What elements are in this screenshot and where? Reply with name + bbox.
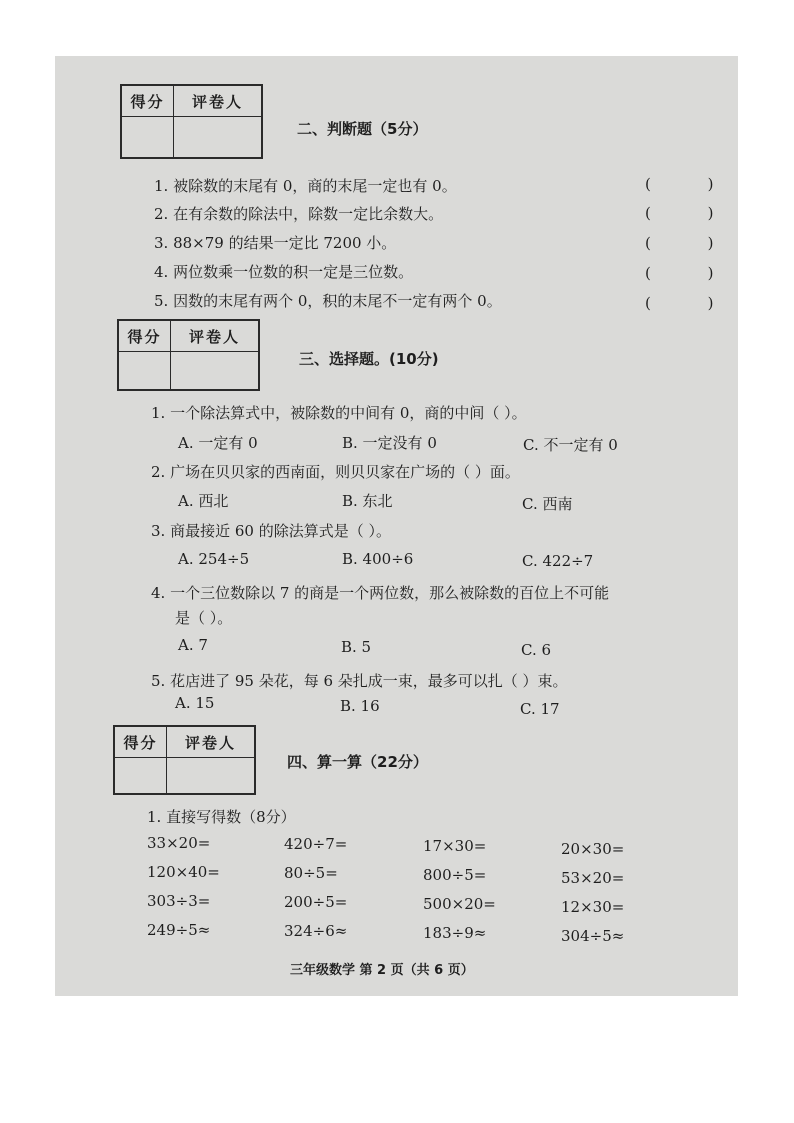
calc-r1-c3: 17×30= xyxy=(423,837,487,855)
calc-r1-c4: 20×30= xyxy=(561,840,625,858)
calc-r2-c1: 120×40= xyxy=(147,863,220,881)
score-box-section-4 xyxy=(113,725,256,795)
choice-question-4: 4. 一个三位数除以 7 的商是一个两位数，那么被除数的百位上不可能 xyxy=(151,584,610,602)
q2-option-c[interactable]: C. 西南 xyxy=(522,495,573,513)
choice-question-3: 3. 商最接近 60 的除法算式是（ ）。 xyxy=(151,522,391,540)
q2-option-b[interactable]: B. 东北 xyxy=(342,492,393,510)
calc-r2-c3: 800÷5= xyxy=(423,866,487,884)
score-label: 得分 xyxy=(122,86,174,117)
judge-item-5: 5. 因数的末尾有两个 0，积的末尾不一定有两个 0。 xyxy=(154,292,502,310)
page-footer: 三年级数学 第 2 页（共 6 页） xyxy=(290,963,474,978)
calc-r1-c1: 33×20= xyxy=(147,834,211,852)
q3-option-b[interactable]: B. 400÷6 xyxy=(342,550,414,568)
score-box-section-3 xyxy=(117,319,260,391)
section-4-subtitle: 1. 直接写得数（8分） xyxy=(147,808,296,826)
judge-item-2: 2. 在有余数的除法中，除数一定比余数大。 xyxy=(154,205,444,223)
judge-item-4: 4. 两位数乘一位数的积一定是三位数。 xyxy=(154,263,414,281)
section-3-title: 三、选择题。(10分) xyxy=(299,350,439,368)
q2-option-a[interactable]: A. 西北 xyxy=(178,492,229,510)
score-cell[interactable] xyxy=(119,352,171,389)
choice-question-2: 2. 广场在贝贝家的西南面，则贝贝家在广场的（ ）面。 xyxy=(151,463,520,481)
answer-paren-3[interactable]: ( ) xyxy=(645,234,740,252)
q4-option-c[interactable]: C. 6 xyxy=(521,641,552,659)
grader-label: 评卷人 xyxy=(171,321,258,352)
q5-option-c[interactable]: C. 17 xyxy=(520,700,560,718)
score-cell[interactable] xyxy=(115,758,167,793)
section-4-title: 四、算一算（22分） xyxy=(287,753,428,771)
q5-option-a[interactable]: A. 15 xyxy=(175,694,215,712)
score-box-section-2 xyxy=(120,84,263,159)
grader-cell[interactable] xyxy=(171,352,258,389)
choice-question-5: 5. 花店进了 95 朵花，每 6 朵扎成一束，最多可以扎（ ）束。 xyxy=(151,672,568,690)
q4-option-b[interactable]: B. 5 xyxy=(341,638,372,656)
calc-r4-c1: 249÷5≈ xyxy=(147,921,211,939)
q3-option-a[interactable]: A. 254÷5 xyxy=(178,550,250,568)
grader-cell[interactable] xyxy=(167,758,254,793)
answer-paren-2[interactable]: ( ) xyxy=(645,204,740,222)
judge-item-3: 3. 88×79 的结果一定比 7200 小。 xyxy=(154,234,397,252)
calc-r4-c3: 183÷9≈ xyxy=(423,924,487,942)
q1-option-b[interactable]: B. 一定没有 0 xyxy=(342,434,437,452)
grader-label: 评卷人 xyxy=(167,727,254,758)
q5-option-b[interactable]: B. 16 xyxy=(340,697,380,715)
judge-item-1: 1. 被除数的末尾有 0，商的末尾一定也有 0。 xyxy=(154,177,457,195)
calc-r2-c2: 80÷5= xyxy=(284,864,338,882)
grader-label: 评卷人 xyxy=(174,86,261,117)
q1-option-c[interactable]: C. 不一定有 0 xyxy=(523,436,618,454)
choice-question-4-cont: 是（ ）。 xyxy=(175,609,233,627)
calc-r2-c4: 53×20= xyxy=(561,869,625,887)
score-label: 得分 xyxy=(119,321,171,352)
calc-r3-c4: 12×30= xyxy=(561,898,625,916)
calc-r3-c3: 500×20= xyxy=(423,895,496,913)
calc-r3-c2: 200÷5= xyxy=(284,893,348,911)
grader-cell[interactable] xyxy=(174,117,261,157)
calc-r1-c2: 420÷7= xyxy=(284,835,348,853)
choice-question-1: 1. 一个除法算式中，被除数的中间有 0，商的中间（ ）。 xyxy=(151,404,527,422)
calc-r4-c4: 304÷5≈ xyxy=(561,927,625,945)
answer-paren-1[interactable]: ( ) xyxy=(645,175,740,193)
answer-paren-4[interactable]: ( ) xyxy=(645,264,740,282)
q3-option-c[interactable]: C. 422÷7 xyxy=(522,552,594,570)
answer-paren-5[interactable]: ( ) xyxy=(645,294,740,312)
calc-r4-c2: 324÷6≈ xyxy=(284,922,348,940)
q4-option-a[interactable]: A. 7 xyxy=(178,636,208,654)
calc-r3-c1: 303÷3= xyxy=(147,892,211,910)
exam-page xyxy=(55,56,738,996)
score-cell[interactable] xyxy=(122,117,174,157)
q1-option-a[interactable]: A. 一定有 0 xyxy=(178,434,258,452)
score-label: 得分 xyxy=(115,727,167,758)
section-2-title: 二、判断题（5分） xyxy=(297,120,428,138)
